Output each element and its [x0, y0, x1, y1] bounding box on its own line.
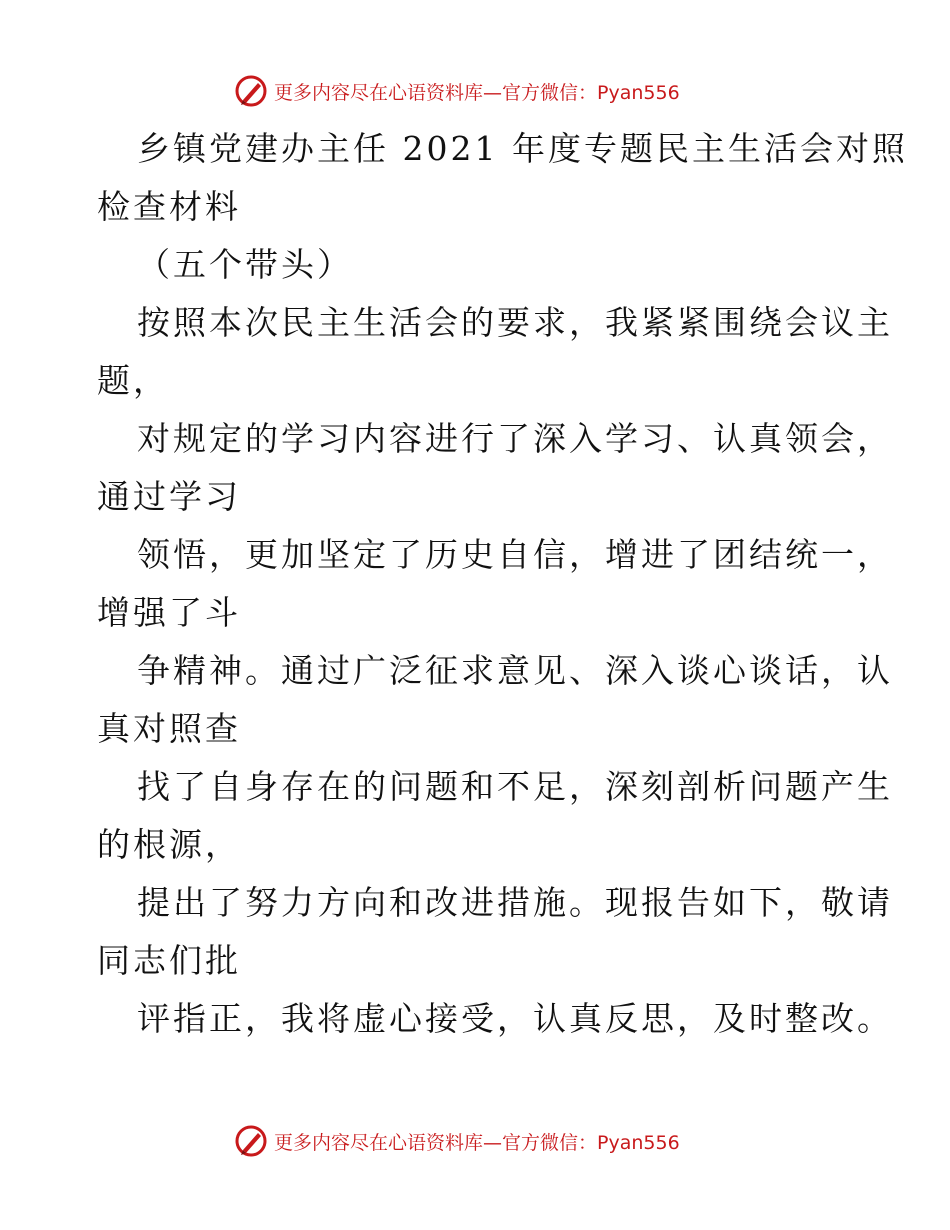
paragraph-line: 提出了努力方向和改进措施。现报告如下，敬请: [137, 883, 893, 922]
paragraph-line: 增强了斗: [97, 593, 241, 632]
paragraph-line: 按照本次民主生活会的要求，我紧紧围绕会议主: [137, 303, 893, 342]
paragraph-line: 通过学习: [97, 477, 241, 516]
title-line-1: 乡镇党建办主任 2021 年度专题民主生活会对照: [137, 129, 908, 168]
pen-logo-icon: [234, 74, 268, 108]
paragraph-line: 找了自身存在的问题和不足，深刻剖析问题产生: [137, 767, 893, 806]
pen-logo-icon: [234, 1124, 268, 1158]
paragraph-line: 评指正，我将虚心接受，认真反思，及时整改。: [137, 999, 893, 1038]
title-line-2: 检查材料: [97, 187, 241, 226]
paragraph-line: 题，: [97, 361, 169, 400]
paragraph-line: 对规定的学习内容进行了深入学习、认真领会，: [137, 419, 893, 458]
paragraph-line: 争精神。通过广泛征求意见、深入谈心谈话，认: [137, 651, 893, 690]
watermark-text: 更多内容尽在心语资料库—官方微信：Pyan556: [274, 81, 680, 104]
paragraph-line: 同志们批: [97, 941, 241, 980]
subtitle-line: （五个带头）: [137, 245, 353, 284]
paragraph-line: 真对照查: [97, 709, 241, 748]
paragraph-line: 的根源，: [97, 825, 241, 864]
watermark-text: 更多内容尽在心语资料库—官方微信：Pyan556: [274, 1131, 680, 1154]
paragraph-line: 领悟，更加坚定了历史自信，增进了团结统一，: [137, 535, 893, 574]
footer-watermark: [234, 1124, 680, 1158]
document-body: [97, 120, 908, 1048]
header-watermark: [234, 74, 680, 108]
